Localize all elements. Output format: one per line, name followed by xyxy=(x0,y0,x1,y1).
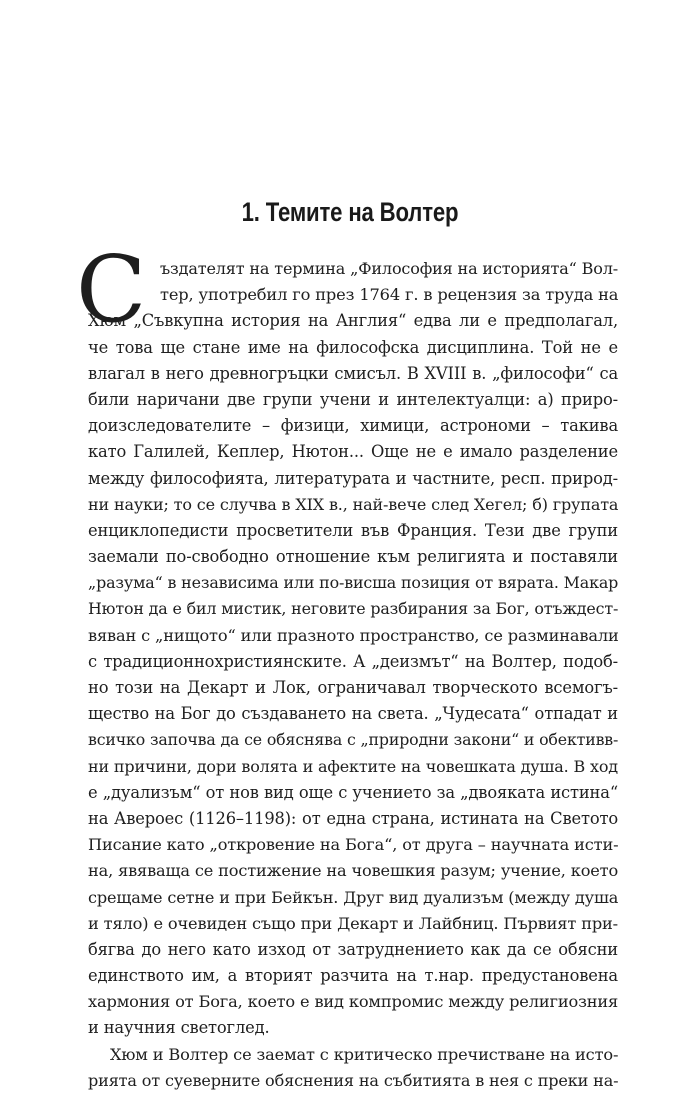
text-line: на, явяваща се постижение на човешкия разум; учение, което xyxy=(88,861,619,881)
text-line: между философията, литературата и частните, респ. природ- xyxy=(88,468,618,488)
body-text xyxy=(76,236,619,1094)
text-line: бягва до него като изход от затруднението как да се обясни xyxy=(88,939,618,959)
text-line: били наричани две групи учени и интелектуалци: а) приро- xyxy=(88,389,618,409)
paragraph-1 xyxy=(76,236,619,1042)
text-line: Хюм и Волтер се заемат с критическо пречистване на исто- xyxy=(110,1044,619,1064)
text-line: Писание като „откровение на Бога“, от друга – научната исти- xyxy=(88,835,619,855)
text-line: Хюм „Съвкупна история на Англия“ едва ли е предполагал, xyxy=(88,311,618,331)
text-line: енциклопедисти просветители във Франция. Тези две групи xyxy=(88,520,618,540)
text-line: щество на Бог до създаването на света. „Чудесата“ отпадат и xyxy=(88,704,618,724)
text-line: ъздателят на термина „Философия на историята“ Вол- xyxy=(160,259,619,278)
text-line: срещаме сетне и при Бейкън. Друг вид дуализъм (между душа xyxy=(88,887,619,907)
text-line: единството им, а вторият разчита на т.нар. предустановена xyxy=(88,966,618,986)
text-line: с традиционнохристиянските. А „деизмът“ на Волтер, подоб- xyxy=(88,651,618,671)
text-line: всичко започва да се обяснява с „природни закони“ и обективв- xyxy=(88,730,619,750)
text-line: на Авероес (1126–1198): от една страна, истината на Светото xyxy=(88,808,618,828)
text-line: е „дуализъм“ от нов вид още с учението за „двояката истина“ xyxy=(88,782,618,802)
text-line: ни причини, дори волята и афектите на човешката душа. В ход xyxy=(88,756,618,776)
text-line: влагал в него древногръцки смисъл. В XVIII в. „философи“ са xyxy=(88,363,618,383)
chapter-title: 1. Темите на Волтер xyxy=(241,197,459,227)
text-line: и научния светоглед. xyxy=(88,1018,270,1038)
text-line: рията от суеверните обяснения на събитията в нея с преки на- xyxy=(88,1070,619,1090)
text-line: хармония от Бога, което е вид компромис между религиозния xyxy=(88,992,619,1012)
text-line: заемали по-свободно отношение към религията и поставяли xyxy=(88,547,618,567)
text-line: доизследователите – физици, химици, астрономи – такива xyxy=(88,416,618,436)
paragraph-2 xyxy=(88,1042,618,1094)
text-line: тер, употребил го през 1764 г. в рецензия за труда на xyxy=(160,285,619,305)
text-line: ни науки; то се случва в XIX в., най-вече след Хегел; б) групата xyxy=(88,494,619,514)
text-line: „разума“ в независима или по-висша позиция от вярата. Макар xyxy=(88,573,619,593)
text-line: че това ще стане име на философска дисциплина. Той не е xyxy=(88,337,618,357)
text-line: като Галилей, Кеплер, Нютон... Още не е имало разделение xyxy=(88,442,618,462)
text-line: но този на Декарт и Лок, ограничавал творческото всемогъ- xyxy=(88,678,618,697)
text-line: и тяло) е очевиден също при Декарт и Лайбниц. Първият при- xyxy=(88,913,618,933)
text-line: Нютон да е бил мистик, неговите разбирания за Бог, отъждест- xyxy=(88,599,619,619)
text-line: вяван с „нищото“ или празното пространство, се разминавали xyxy=(88,625,619,645)
drop-cap-letter: С xyxy=(76,236,147,343)
